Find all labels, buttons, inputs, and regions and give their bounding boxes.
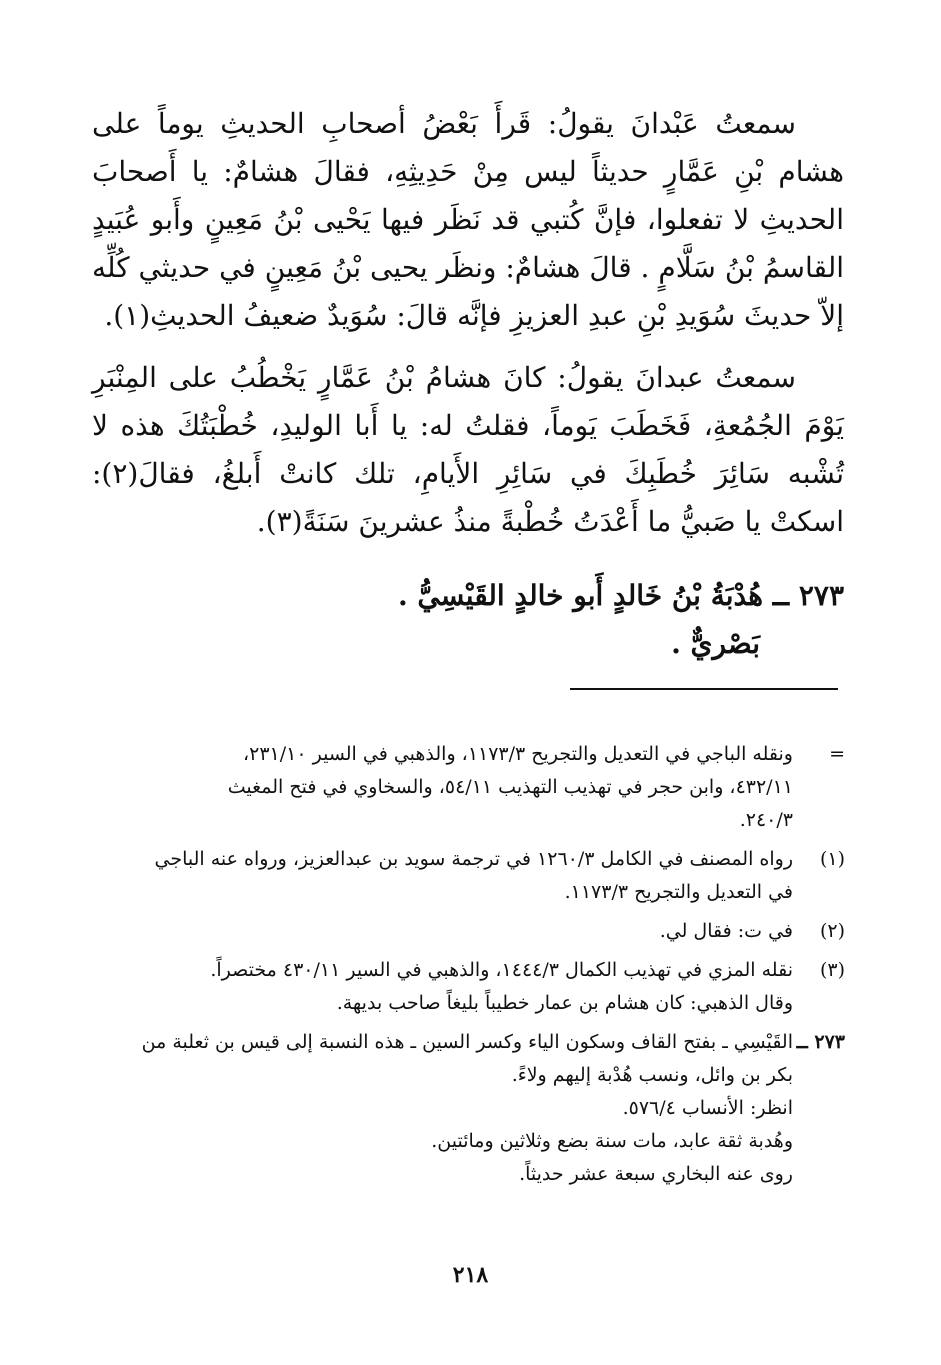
footnote-line: ونقله الباجي في التعديل والتجريح ١١٧٣/٣، والذهبي في السير ٢٣١/١٠، (242, 743, 793, 765)
footnote-separator (570, 688, 838, 690)
footnote-line: نقله المزي في تهذيب الكمال ١٤٤٤/٣، والذهبي في السير ٤٣٠/١١ مختصراً. (210, 959, 793, 981)
entry-name: هُدْبَةُ بْنُ خَالدٍ أَبو خالدٍ القَيْسِيُّ . (397, 579, 763, 612)
footnote-line: روى عنه البخاري سبعة عشر حديثاً. (519, 1163, 793, 1185)
footnote-line: ٤٣٢/١١، وابن حجر في تهذيب التهذيب ٥٤/١١، والسخاوي في فتح المغيث (227, 776, 793, 798)
footnote-line: وقال الذهبي: كان هشام بن عمار خطيباً بليغاً صاحب بديهة. (336, 992, 793, 1014)
entry-number: ٢٧٣ ــ (772, 579, 844, 612)
biography-entry-heading (92, 572, 844, 620)
footnote-line: رواه المصنف في الكامل ١٢٦٠/٣ في ترجمة سويد بن عبدالعزيز، ورواه عنه الباجي (154, 848, 793, 870)
footnote-line: وهُدبة ثقة عابد، مات سنة بضع وثلاثين ومائتين. (431, 1130, 793, 1152)
footnote-line: ٢٤٠/٣. (739, 809, 793, 831)
paragraph-1: سمعتُ عَبْدانَ يقولُ: قَرأَ بَعْضُ أصحابِ الحديثِ يوماً على هشام بْنِ عَمَّارٍ حديثاً ليس مِنْ حَدِيثِهِ، فقالَ هشامٌ: يا أَصحابَ الحديثِ لا تفعلوا، فإنَّ كُتبي قد نَظَر فيها يَحْيى بْنُ مَعِينٍ وأَبو عُبَيدٍ القاسمُ بْنُ سَلَّامٍ . قالَ هشامٌ: ونظَر يحيى بْنُ مَعِينٍ في حديثي كُلِّه إلاّ حديثَ سُوَيدِ بْنِ عبدِ العزيزِ فإنَّه قالَ: سُوَيدٌ ضعيفُ الحديثِ(١). (92, 107, 844, 332)
footnote-3 (100, 954, 845, 1020)
footnotes (100, 738, 845, 1197)
footnote-marker: (٣) (819, 959, 845, 981)
entry-origin: بَصْريٌّ . (671, 627, 760, 660)
footnote-line: انظر: الأنساب ٥٧٦/٤. (622, 1097, 793, 1119)
paragraph-2: سمعتُ عبدانَ يقولُ: كانَ هشامُ بْنُ عَمَّارٍ يَخْطُبُ على المِنْبَرِ يَوْمَ الجُمُعةِ، فَخَطَبَ يَوماً، فقلتُ له: يا أَبا الوليدِ، خُطْبَتُكَ هذه لا تُشْبه سَائِرَ خُطَبِكَ في سَائِرِ الأَيامِ، تلك كانتْ أَبلغُ، فقالَ(٢): اسكتْ يا صَبيُّ ما أَعْدَتُ خُطْبةً منذُ عشرينَ سَنَةً(٣). (92, 361, 845, 538)
footnote-1 (100, 843, 845, 909)
footnote-line: القَيْسِي ـ بفتح القاف وسكون الياء وكسر السين ـ هذه النسبة إلى قيس بن ثعلبة من (141, 1031, 793, 1053)
footnote-2 (100, 915, 845, 948)
footnote-line: بكر بن وائل، ونسب هُدْبة إليهم ولاءً. (511, 1064, 793, 1086)
page-number: ٢١٨ (452, 1262, 489, 1288)
footnote-line: في ت: فقال لي. (659, 920, 793, 942)
footnote-entry-273 (100, 1026, 845, 1191)
footnote-continuation (100, 738, 845, 837)
main-text (92, 100, 844, 668)
footnote-marker: ٢٧٣ ــ (796, 1031, 845, 1053)
footnote-marker: (٢) (819, 920, 845, 942)
continuation-marker: = (829, 743, 845, 765)
footnote-marker: (١) (819, 848, 845, 870)
footnote-line: في التعديل والتجريح ١١٧٣/٣. (564, 881, 793, 903)
